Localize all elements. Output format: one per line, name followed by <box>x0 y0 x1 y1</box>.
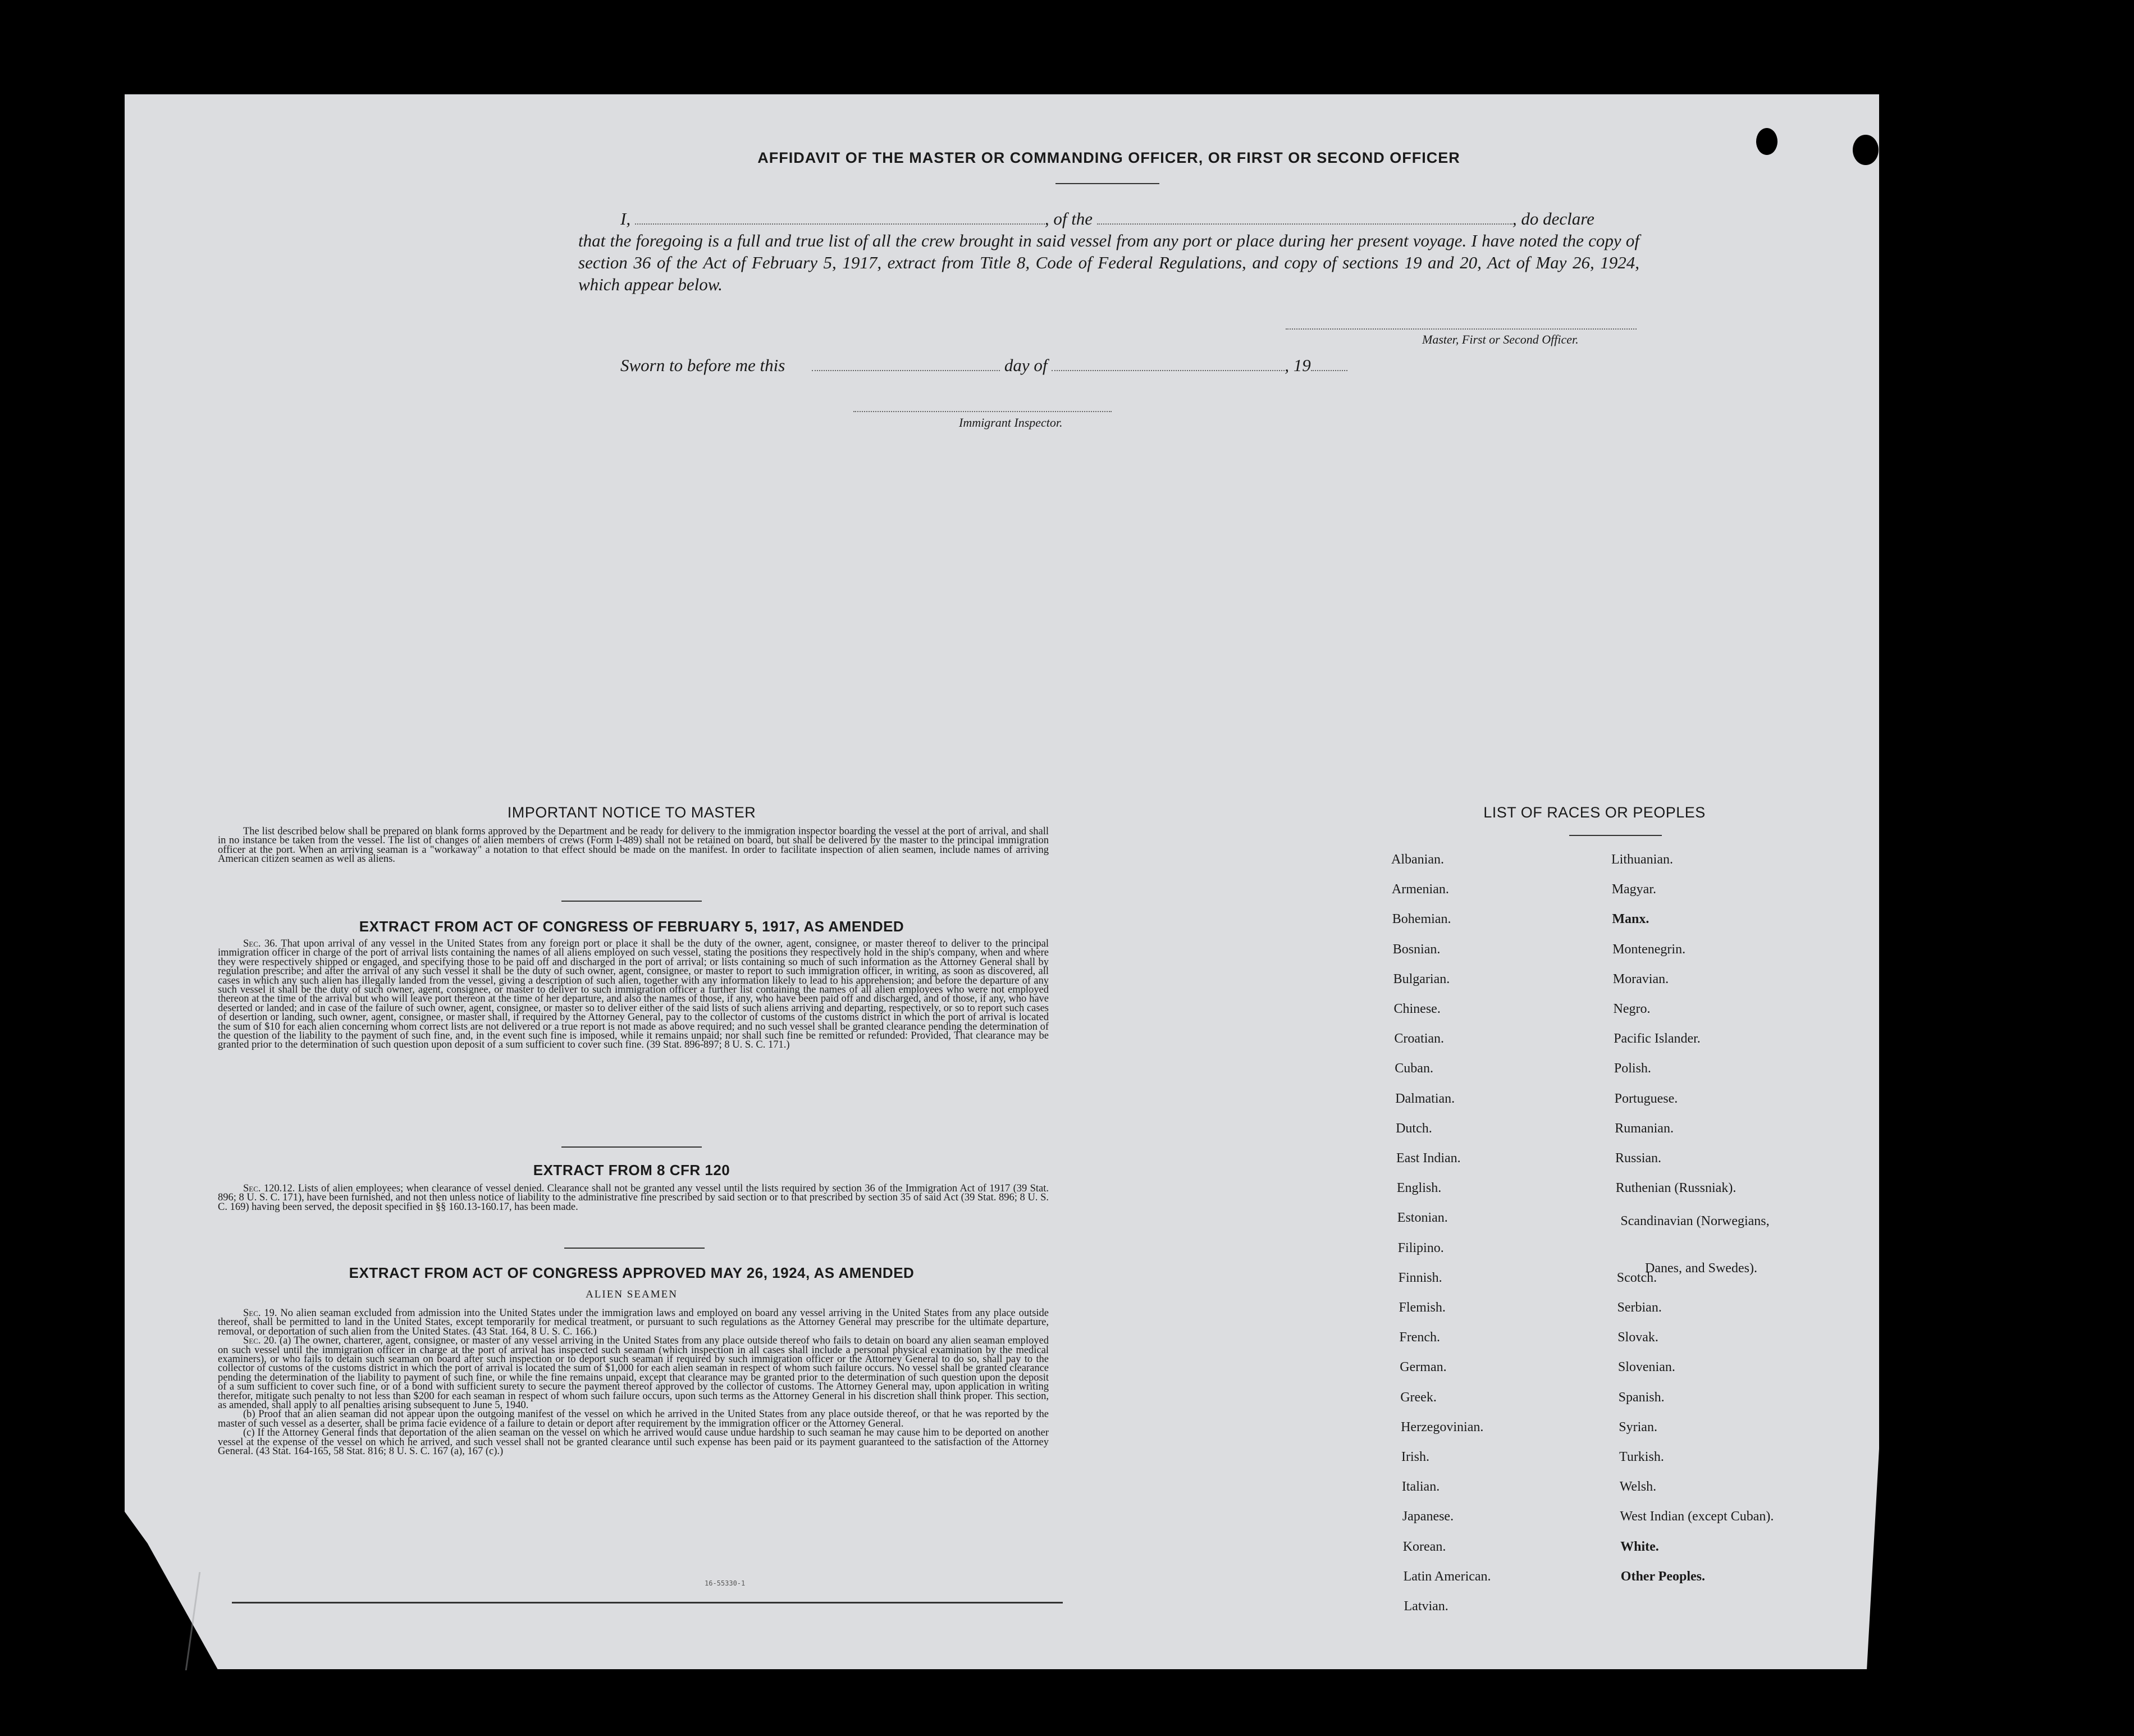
race-item: Manx. <box>1612 912 1649 927</box>
affidavit-title: AFFIDAVIT OF THE MASTER OR COMMANDING OFFICER, OR FIRST OR SECOND OFFICER <box>757 149 1460 166</box>
declaration-first-line <box>578 208 1639 230</box>
sec36-text: That upon arrival of any vessel in the United States from any foreign port or place it shall be the duty of the owner, agent, consignee, or master thereof to deliver to the principal immigration officer in charge of the port of arrival lists containing the names of all aliens employed on such vessel, stating the positions they respectively hold in the ship's company, when and where they were respectively shipped or engaged, and specifying those to be paid off and discharged in the port of arrival; or lists containing so much of such information as the Attorney General shall by regulation prescribe; and after the arrival of any such vessel it shall be the duty of such owner, agent, consignee, or master to report to such immigration officer, in writing, as soon as discovered, all cases in which any such alien has illegally landed from the vessel, giving a description of such alien, together with any information likely to lead to his apprehension; and before the departure of any such vessel it shall be the duty of such owner, agent, consignee, or master to deliver to such immigration officer a further list containing the names of all alien employees who were not employed thereon at the time of the arrival but who will leave port thereon at the time of her departure, and also the names of those, if any, who have been paid off and discharged, and of those, if any, who have deserted or landed; and in case of the failure of such owner, agent, consignee, or master so to deliver either of the said lists of such aliens arriving and departing, respectively, or so to report such cases of desertion or landing, such owner, agent, consignee, or master shall, if required by the Attorney General, pay to the collector of customs of the customs district in which the port of arrival is located the sum of $10 for each alien concerning whom correct lists are not delivered or a true report is not made as above required; and no such vessel shall be granted clearance pending the determination of the question of the liability to the payment of such fine, and, in the event such fine is imposed, while it remains unpaid; nor shall such fine be remitted or refunded: Provided, That clearance may be granted prior to the determination of such question upon deposit of a sum sufficient to cover such fine. (39 Stat. 896-897; 8 U. S. C. 171.) <box>218 938 1049 1051</box>
extract-cfr-title: EXTRACT FROM 8 CFR 120 <box>533 1162 730 1178</box>
punch-hole <box>1853 135 1879 165</box>
sec36-label: Sec. 36. <box>243 938 278 949</box>
footer-rule <box>232 1602 1063 1603</box>
declarant-prefix: I, <box>620 209 631 229</box>
race-item: Albanian. <box>1391 852 1444 867</box>
race-item: Estonian. <box>1397 1210 1448 1226</box>
punch-hole <box>1990 618 2016 648</box>
race-item: Finnish. <box>1398 1270 1442 1285</box>
race-item: West Indian (except Cuban). <box>1620 1509 1774 1524</box>
race-item: Serbian. <box>1617 1300 1662 1315</box>
punch-hole <box>1982 185 2008 216</box>
inspector-signature-field[interactable] <box>853 411 1112 412</box>
sec20b-paragraph <box>218 1410 1049 1428</box>
race-item: Other Peoples. <box>1620 1569 1705 1584</box>
declaration-text: that the foregoing is a full and true list of all the crew brought in said vessel from any port or place during her present voyage. I have noted the copy of section 36 of the Act of February 5, 1917, extract from Title 8, Code of Federal Regulations, and copy of sections 19 and 20, Act of May 26, 1924, which appear below. <box>578 231 1639 294</box>
sec19-text: No alien seaman excluded from admission into the United States under the immigration laws and employed on board any vessel arriving in the United States from any place outside thereof, shall be permitted to land in the United States, except temporarily for medical treatment, or pursuant to such regulations as the Attorney General may prescribe for the ultimate departure, removal, or deportation of such alien from the United States. (43 Stat. 164, 8 U. S. C. 166.) <box>218 1308 1049 1337</box>
sec20c-text: (c) If the Attorney General finds that deportation of the alien seaman on the vessel on which he arrived would cause undue hardship to such seaman he may cause him to be deported on another vessel at the expense of the vessel on which he arrived, and such vessel shall not be granted clearance until such expense has been paid or its payment guaranteed to the satisfaction of the Attorney General. (43 Stat. 164-165, 58 Stat. 816; 8 U. S. C. 167 (a), 167 (c).) <box>218 1427 1049 1458</box>
race-item: Greek. <box>1400 1390 1437 1405</box>
notice-title: IMPORTANT NOTICE TO MASTER <box>507 804 756 821</box>
race-item: German. <box>1400 1360 1447 1375</box>
race-item: Italian. <box>1401 1479 1440 1495</box>
divider <box>564 1248 705 1249</box>
extract-1917-title: EXTRACT FROM ACT OF CONGRESS OF FEBRUARY 5, 1917, AS AMENDED <box>359 918 904 935</box>
master-signature-field[interactable] <box>1286 328 1637 330</box>
race-item: Magyar. <box>1611 882 1656 897</box>
race-item: Bosnian. <box>1392 942 1441 957</box>
race-item: East Indian. <box>1396 1151 1461 1166</box>
sec120-label: Sec. 120.12. <box>243 1183 295 1194</box>
sworn-month-field[interactable] <box>1052 357 1285 371</box>
race-item: Turkish. <box>1619 1450 1664 1464</box>
punch-hole <box>1990 528 2016 558</box>
punch-hole <box>1990 1199 2016 1229</box>
declarant-name-field[interactable] <box>635 210 1045 225</box>
sec120-paragraph <box>218 1184 1049 1212</box>
race-item: Rumanian. <box>1615 1121 1674 1136</box>
race-item: Cuban. <box>1395 1061 1433 1076</box>
race-item: Latin American. <box>1403 1569 1491 1584</box>
sec19-label: Sec. 19. <box>243 1308 277 1319</box>
races-right-column <box>1611 852 1847 1627</box>
race-item: Irish. <box>1401 1450 1429 1464</box>
race-item: Croatian. <box>1394 1031 1445 1047</box>
notice-body-block <box>218 827 1049 864</box>
race-item: Danes, and Swedes). <box>1645 1260 1757 1276</box>
sec120-text: Lists of alien employees; when clearance of vessel denied. Clearance shall not be granted any vessel until the lists required by section 36 of the Immigration Act of 1917 (39 Stat. 896; 8 U. S. C. 171), have been furnished, and not then unless notice of liability to the administrative fine prescribed by said section or to that prescribed by section 35 of said Act (39 Stat. 896; 8 U. S. C. 169) having been served, the deposit specified in §§ 160.13-160.17, has been made. <box>218 1183 1049 1213</box>
vessel-name-field[interactable] <box>1097 210 1512 225</box>
race-item: Filipino. <box>1397 1240 1444 1255</box>
sec20c-paragraph <box>218 1428 1049 1456</box>
races-left-column <box>1391 852 1605 1627</box>
sec20a-paragraph <box>218 1336 1049 1410</box>
sworn-year-label: , 19 <box>1285 355 1311 375</box>
race-item: French. <box>1399 1330 1441 1345</box>
sec20a-text: (a) The owner, charterer, agent, consignee, or master of any vessel arriving in the United States from any place outside thereof who fails to detain on board any alien seaman employed on such vessel until the immigration officer in charge at the port of arrival has inspected such seaman (which inspection in all cases shall include a personal physical examination by the medical examiners), or who fails to detain such seaman on board after such inspection or to deport such seaman if required by such immigration officer or the Attorney General to do so, shall pay to the collector of customs of the customs district in which the port of arrival is located the sum of $1,000 for each alien seaman in respect of whom such failure occurs. No vessel shall be granted clearance pending the determination of the liability to payment of such fine, or while the fine remains unpaid, except that clearance may be granted prior to the determination of such question upon the deposit of a sum sufficient to cover such fine, or of a bond with sufficient surety to secure the payment thereof approved by the collector of customs. The Attorney General may, upon application in writing therefor, mitigate such penalty to not less than $200 for each seaman in respect of whom such failure occurs, upon such terms as the Attorney General in his discretion shall think proper. This section, as amended, shall apply to all penalties arising subsequent to June 5, 1940. <box>218 1335 1049 1411</box>
race-item: Negro. <box>1613 1002 1651 1016</box>
races-title: LIST OF RACES OR PEOPLES <box>1483 804 1706 821</box>
punch-hole <box>1990 1545 2016 1575</box>
race-item: Syrian. <box>1619 1419 1657 1435</box>
divider <box>561 901 702 902</box>
race-item: Polish. <box>1614 1061 1651 1076</box>
race-item: Korean. <box>1402 1539 1446 1554</box>
race-item: Chinese. <box>1393 1002 1441 1016</box>
sworn-day-label: day of <box>1004 355 1048 375</box>
races-title-rule <box>1569 835 1662 836</box>
race-item: Dutch. <box>1396 1121 1432 1136</box>
folded-corner <box>118 1572 201 1670</box>
speck <box>2004 163 2007 166</box>
race-item: Scotch. <box>1616 1270 1657 1285</box>
race-item: Moravian. <box>1612 971 1669 986</box>
race-item: Slovak. <box>1617 1330 1658 1345</box>
race-item: Armenian. <box>1391 882 1449 897</box>
race-item: Latvian. <box>1404 1599 1448 1614</box>
alien-seamen-subtitle: ALIEN SEAMEN <box>586 1289 678 1300</box>
race-item: Slovenian. <box>1617 1360 1675 1375</box>
race-item: Bohemian. <box>1392 912 1451 927</box>
extract-cfr-block <box>218 1184 1049 1212</box>
vessel-prefix: , of the <box>1044 209 1093 229</box>
sworn-day-field[interactable] <box>812 357 1000 371</box>
extract-1924-block <box>218 1309 1049 1456</box>
print-code: 16-55330-1 <box>705 1579 746 1587</box>
extract-1917-block <box>218 939 1049 1050</box>
race-item: Portuguese. <box>1614 1091 1678 1106</box>
speck <box>1976 143 1979 146</box>
divider <box>561 1146 702 1148</box>
race-item: Ruthenian (Russniak). <box>1615 1181 1737 1196</box>
sworn-year-field[interactable] <box>1311 357 1347 371</box>
affidavit-declaration <box>578 208 1639 295</box>
race-item: Montenegrin. <box>1612 942 1686 957</box>
race-item: Japanese. <box>1402 1509 1454 1524</box>
race-item: Spanish. <box>1618 1390 1665 1405</box>
sec20b-text: (b) Proof that an alien seaman did not appear upon the outgoing manifest of the vessel on which he arrived in the United States from any place outside thereof, or that he was reported by the master of such vessel as a deserter, shall be prima facie evidence of a failure to detain or deport after requirement by the immigration officer or the Attorney General. <box>218 1409 1049 1429</box>
speck <box>1898 154 1900 157</box>
sworn-line <box>620 355 1347 376</box>
race-item: Welsh. <box>1619 1479 1657 1495</box>
punch-hole <box>1982 268 2008 299</box>
sec19-paragraph <box>218 1309 1049 1336</box>
race-item: Scandinavian (Norwegians, <box>1620 1214 1770 1229</box>
title-rule <box>1055 183 1159 184</box>
notice-paragraph <box>218 827 1049 864</box>
sec36-paragraph <box>218 939 1049 1050</box>
race-item: Lithuanian. <box>1611 852 1673 867</box>
declare-suffix: , do declare <box>1512 209 1594 229</box>
race-item: Pacific Islander. <box>1614 1031 1701 1047</box>
sec20-label: Sec. 20. <box>243 1335 277 1347</box>
extract-1924-title: EXTRACT FROM ACT OF CONGRESS APPROVED MAY 26, 1924, AS AMENDED <box>349 1264 915 1281</box>
race-item: Dalmatian. <box>1395 1091 1455 1106</box>
race-item: English. <box>1396 1181 1442 1196</box>
speck <box>2007 180 2010 182</box>
sworn-prefix: Sworn to before me this <box>620 355 785 375</box>
race-item: Russian. <box>1615 1151 1662 1166</box>
notice-body: The list described below shall be prepared on blank forms approved by the Department and be ready for delivery to the immigration inspector boarding the vessel at the port of arrival, and shall in no instance be taken from the vessel. The list of changes of alien members of crews (Form I-489) shall not be retained on board, but shall be delivered by the master to the principal immigration officer at the port. When an arriving seaman is a "workaway" a notation to that effect should be made on the manifest. In order to facilitate inspection of alien seamen, include names of arriving American citizen seamen as well as aliens. <box>218 826 1049 865</box>
race-item: Bulgarian. <box>1393 971 1450 986</box>
punch-hole <box>1990 1460 2016 1490</box>
punch-hole <box>1990 1114 2016 1145</box>
race-item: Herzegovinian. <box>1401 1419 1484 1435</box>
master-signature-label: Master, First or Second Officer. <box>1422 332 1579 346</box>
speck <box>1959 135 1962 138</box>
race-item: White. <box>1620 1539 1659 1554</box>
punch-hole <box>1756 128 1777 155</box>
inspector-label: Immigrant Inspector. <box>959 415 1063 430</box>
race-item: Flemish. <box>1399 1300 1446 1315</box>
